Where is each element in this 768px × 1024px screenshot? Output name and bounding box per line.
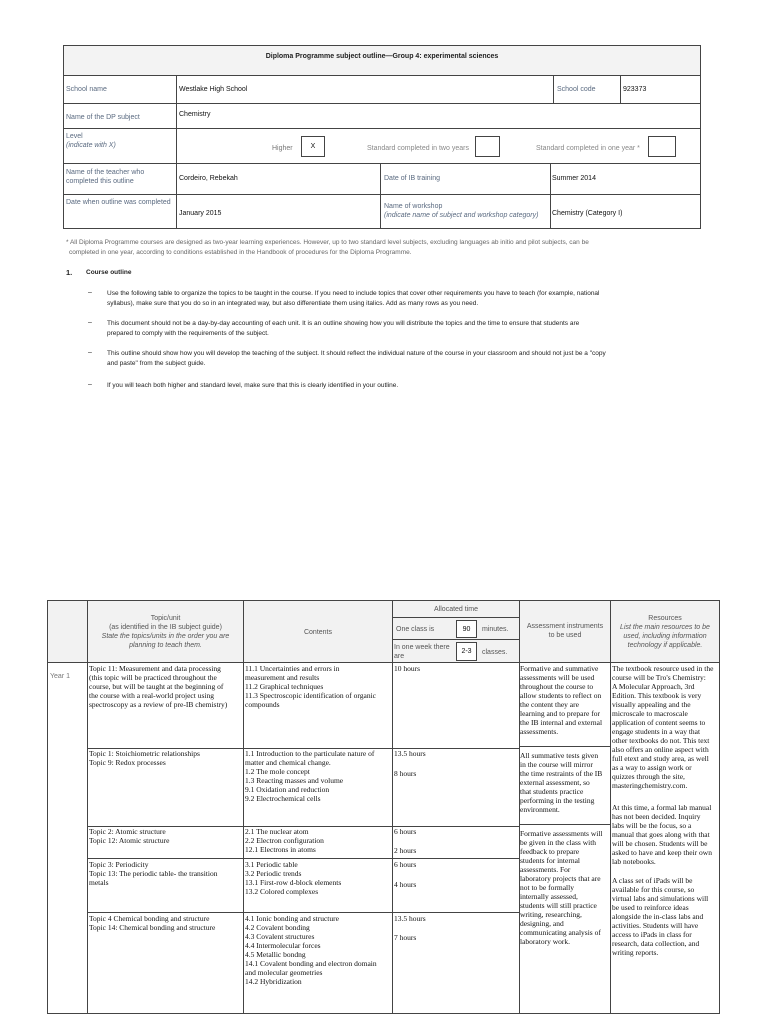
higher-mark: X: [310, 143, 316, 150]
level-hint: (indicate with X): [66, 142, 116, 149]
alloc-header: Allocated time: [434, 606, 478, 613]
classes-label: classes.: [482, 649, 508, 656]
resource-block-3: A class set of iPads will be available for this course, so virtual labs and simulations will be used to reinforce ideas alongside the in-class labs and activities. Students will have access to iPads in class for research, data collection, and writing reports.: [612, 876, 709, 957]
time-column: [392, 662, 520, 1014]
footnote-line-2: completed in one year, according to conditions established in the Handbook of procedures for the Diploma Programme.: [69, 249, 412, 256]
minutes-value: 90: [462, 626, 471, 633]
assess-header-1: Assessment instruments: [526, 623, 604, 630]
bullet-3-line-1: This outline should show how you will develop the teaching of the subject. It should reflect the individual nature of the course in your classroom and should not just be a "copy: [107, 350, 606, 357]
bullet-dash: –: [88, 349, 92, 356]
minutes-label: minutes.: [482, 626, 509, 633]
divider: [380, 194, 381, 229]
classes-value: 2-3: [461, 648, 472, 655]
date-completed-value: January 2015: [179, 210, 222, 217]
divider: [176, 75, 177, 104]
bullet-dash: –: [88, 319, 92, 326]
topic-header-sub-1: (as identified in the IB subject guide): [109, 624, 222, 631]
title-bar: [63, 45, 701, 76]
row-3-contents: 2.1 The nuclear atom 2.2 Electron configuration 12.1 Electrons in atoms: [245, 827, 324, 854]
row-3-time-2: 2 hours: [394, 846, 417, 855]
assess-header-2: to be used: [548, 632, 582, 639]
header-year-cell: [47, 600, 88, 663]
subject-row: [63, 103, 701, 129]
page-title: Diploma Programme subject outline—Group 4: experimental sciences: [265, 53, 499, 60]
date-completed-label: Date when outline was completed: [66, 199, 171, 206]
std-two-years-checkbox[interactable]: [475, 136, 500, 157]
topic-header-sub-2: State the topics/units in the order you are: [101, 633, 230, 640]
resources-sub-1: List the main resources to be: [620, 624, 710, 631]
bullet-2-line-2: prepared to comply with the requirements of the subject.: [107, 330, 269, 337]
row-2-time-2: 8 hours: [394, 769, 417, 778]
are-label: are: [394, 653, 405, 660]
bullet-dash: –: [88, 381, 92, 388]
resource-block-1: The textbook resource used in the course will be Tro's Chemistry: A Molecular Approach, 3rd Edition. This textbook is very visually appealing and the microscale to macroscale application of content seems to engage students in a way that other textbooks do not. This text also offers an online aspect with full etext and study area, as well as a way to assign work or quizzes through the site, masteringchemistry.com.: [612, 664, 714, 790]
resources-sub-3: technology if applicable.: [627, 642, 703, 649]
school-code-label: School code: [557, 86, 596, 93]
topic-header-title: Topic/unit: [150, 615, 181, 622]
school-code-value: 923373: [623, 86, 647, 93]
row-5-time-2: 7 hours: [394, 933, 417, 942]
row-4-time-2: 4 hours: [394, 880, 417, 889]
row-1-contents: 11.1 Uncertainties and errors in measurement and results 11.2 Graphical techniques 11.3 Spectroscopic identification of organic compounds: [245, 664, 377, 709]
ib-training-label: Date of IB training: [384, 175, 441, 182]
topic-header-sub-3: planning to teach them.: [129, 642, 202, 649]
bullet-2-line-1: This document should not be a day-by-day accounting of each unit. It is an outline showing how you will distribute the topics and the time to ensure that students are: [107, 320, 580, 327]
bullet-4-line-1: If you will teach both higher and standard level, make sure that this is clearly identified in your outline.: [107, 382, 399, 389]
level-label: Level: [66, 133, 83, 140]
section-number: 1.: [66, 268, 73, 277]
school-row: [63, 75, 701, 104]
one-class-label: One class is: [396, 626, 435, 633]
row-2-topic: Topic 1: Stoichiometric relationships Topic 9: Redox processes: [89, 749, 200, 767]
dp-subject-label: Name of the DP subject: [66, 114, 140, 121]
bullet-1-line-2: syllabus), make sure that you do so in an integrated way, but also differentiate them using italics. Add as many rows as you need.: [107, 300, 479, 307]
footnote-line-1: * All Diploma Programme courses are designed as two-year learning experiences. However, up to two standard level subjects, excluding languages ab initio and pilot subjects, can be: [66, 239, 589, 246]
workshop-hint: (indicate name of subject and workshop category): [384, 212, 539, 219]
resource-block-2: At this time, a formal lab manual has not been decided. Inquiry labs will be the focus, so a manual that goes along with that will be chosen. Students will be asked to have and keep their own lab notebooks.: [612, 803, 712, 866]
divider: [176, 163, 177, 195]
time-row-divider: [392, 912, 520, 913]
year-column: [47, 662, 88, 1014]
divider: [380, 163, 381, 195]
std-one-year-label: Standard completed in one year *: [536, 145, 640, 152]
workshop-value: Chemistry (Category I): [552, 210, 623, 217]
assess-divider: [519, 746, 611, 747]
row-4-time-1: 6 hours: [394, 860, 417, 869]
divider: [176, 194, 177, 229]
in-one-week-label: In one week there: [394, 644, 450, 651]
assess-divider: [519, 824, 611, 825]
row-2-contents: 1.1 Introduction to the particulate nature of matter and chemical change. 1.2 The mole concept 1.3 Reacting masses and volume 9.1 Oxidation and reduction 9.2 Electrochemical cells: [245, 749, 375, 803]
school-name-value: Westlake High School: [179, 86, 248, 93]
row-2-time-1: 13.5 hours: [394, 749, 426, 758]
row-5-contents: 4.1 Ionic bonding and structure 4.2 Covalent bonding 4.3 Covalent structures 4.4 Intermolecular forces 4.5 Metallic bondng 14.1 Covalent bonding and electron domain and molecular geometries 14.2 Hybridization: [245, 914, 377, 986]
row-3-topic: Topic 2: Atomic structure Topic 12: Atomic structure: [89, 827, 170, 845]
year-label: Year 1: [50, 673, 70, 680]
contents-header: Contents: [303, 629, 333, 636]
divider: [550, 194, 551, 229]
std-two-years-label: Standard completed in two years: [367, 145, 469, 152]
ib-training-value: Summer 2014: [552, 175, 596, 182]
assessment-block-1: Formative and summative assessments will be used throughout the course to allow students to reflect on the content they are learning and to prepare for the IB internal and external assessments.: [520, 664, 603, 736]
row-4-topic: Topic 3: Periodicity Topic 13: The periodic table- the transition metals: [89, 860, 218, 887]
resources-sub-2: used, including information: [623, 633, 707, 640]
bullet-dash: –: [88, 289, 92, 296]
column-divider: [243, 662, 244, 1014]
higher-label: Higher: [272, 145, 293, 152]
std-one-year-checkbox[interactable]: [648, 136, 676, 157]
divider: [620, 75, 621, 104]
row-1-time: 10 hours: [394, 664, 421, 673]
workshop-label: Name of workshop: [384, 203, 443, 210]
assessment-block-2: All summative tests given in the course will mirror the time restraints of the IB external assessment, so that students practice performing in the testing environment.: [520, 751, 603, 814]
row-1-topic: Topic 11: Measurement and data processing (this topic will be practiced throughout the course, but will be taught at the beginning of the course with a real-world project using spectroscopy as a review of pre-IB chemistry): [89, 664, 228, 709]
divider: [553, 75, 554, 104]
school-name-label: School name: [66, 86, 107, 93]
row-5-time-1: 13.5 hours: [394, 914, 426, 923]
divider: [176, 103, 177, 129]
assessment-block-3: Formative assessments will be given in the class with feedback to prepare students for internal assessments. For laboratory projects that are not to be formally internally assessed, students will still practice writing, researching, designing, and communicating analysis of laboratory work.: [520, 829, 603, 946]
divider: [176, 128, 177, 164]
row-3-time-1: 6 hours: [394, 827, 417, 836]
bullet-3-line-2: and paste" from the subject guide.: [107, 360, 206, 367]
teacher-value: Cordeiro, Rebekah: [179, 175, 238, 182]
divider: [550, 163, 551, 195]
row-5-topic: Topic 4 Chemical bonding and structure Topic 14: Chemical bonding and structure: [89, 914, 216, 932]
row-4-contents: 3.1 Periodic table 3.2 Periodic trends 13.1 First-row d-block elements 13.2 Colored complexes: [245, 860, 342, 896]
section-title: Course outline: [86, 269, 132, 276]
bullet-1-line-1: Use the following table to organize the topics to be taught in the course. If you need to include topics that cover other requirements you have to teach (for example, national: [107, 290, 600, 297]
dp-subject-value: Chemistry: [179, 111, 211, 118]
resources-header: Resources: [648, 615, 682, 622]
time-row-divider: [392, 858, 520, 859]
teacher-label: Name of the teacher who completed this outline: [66, 169, 145, 185]
